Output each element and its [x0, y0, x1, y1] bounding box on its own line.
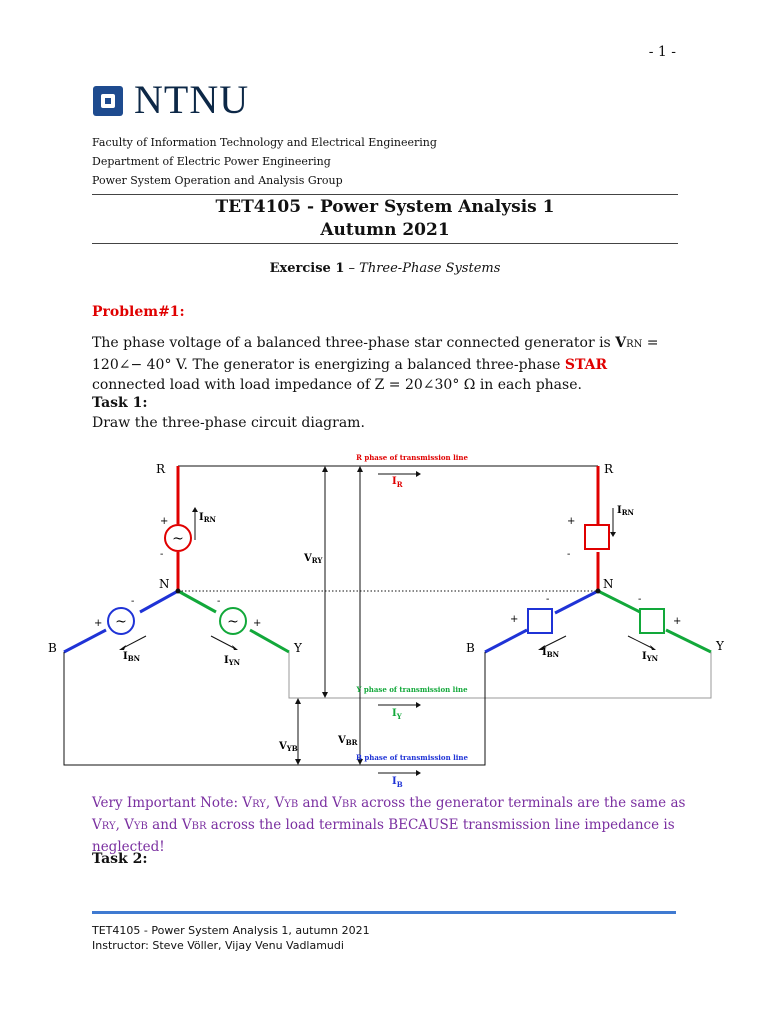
load-irn-label: $I_{RN}$ — [617, 505, 634, 517]
course-title: TET4105 - Power System Analysis 1 — [215, 197, 555, 217]
gen-node-n: N — [159, 577, 170, 591]
note-text-e: , V — [115, 817, 134, 833]
footer-rule — [92, 911, 676, 914]
load-b-plus: + — [510, 614, 519, 625]
load-node-r: R — [604, 462, 614, 476]
task1-heading: Task 1: — [92, 395, 148, 411]
load-y-impedance-icon — [640, 609, 664, 633]
problem-text-1: The phase voltage of a balanced three-phase star connected generator is — [92, 335, 616, 351]
gen-y-tilde: ~ — [227, 614, 239, 630]
note-sub-br-2: BR — [191, 821, 207, 832]
y-line-label: Y phase of transmission line — [356, 685, 468, 694]
gen-y-wire-b — [250, 630, 289, 652]
r-line-label: R phase of transmission line — [356, 453, 468, 462]
b-line — [64, 652, 485, 765]
circuit-diagram — [0, 440, 768, 790]
note-text-d: across the generator terminals are the same as V — [92, 795, 686, 833]
problem-text-2: = 120∠− 40° V. The generator is energizing a balanced three-phase — [92, 335, 659, 373]
gen-b-tilde: ~ — [115, 614, 127, 630]
note-sub-yb: YB — [284, 799, 299, 810]
department-line: Department of Electric Power Engineering — [92, 155, 331, 168]
load-b-minus: - — [546, 594, 550, 605]
ntnu-logo-text: NTNU — [134, 77, 250, 122]
gen-r-plus: + — [160, 516, 169, 527]
load-node-b: B — [466, 641, 475, 655]
gen-node-r: R — [156, 462, 166, 476]
divider-bottom — [92, 243, 678, 244]
gen-node-b: B — [48, 641, 57, 655]
gen-node-y: Y — [294, 641, 302, 655]
note-text-a: Very Important Note: V — [92, 795, 253, 811]
load-node-y: Y — [716, 639, 724, 653]
ntnu-logo-icon — [93, 86, 123, 116]
b-line-label: B phase of transmission line — [356, 753, 468, 762]
gen-ibn-arrow — [123, 636, 146, 648]
gen-b-wire-b — [64, 630, 106, 652]
ib-label: $I_B$ — [392, 776, 403, 789]
problem-text-3: connected load with load impedance of Z = 20∠30° Ω in each phase. — [92, 377, 582, 393]
load-iyn-label: $I_{YN}$ — [642, 651, 659, 663]
load-b-wire-a — [555, 591, 598, 613]
load-r-impedance-icon — [585, 525, 609, 549]
gen-r-tilde: ~ — [172, 531, 184, 547]
footer-course: TET4105 - Power System Analysis 1, autumn 2021 — [92, 924, 370, 937]
load-y-minus: - — [638, 594, 642, 605]
iy-label: $I_Y$ — [392, 708, 402, 721]
footer-instructors: Instructor: Steve Völler, Vijay Venu Vadlamudi — [92, 939, 344, 952]
note-sub-br: BR — [341, 799, 357, 810]
note-text-f: and V — [147, 817, 192, 833]
load-b-wire-b — [485, 630, 527, 652]
gen-iyn-arrow — [211, 636, 234, 648]
task1-text: Draw the three-phase circuit diagram. — [92, 415, 365, 431]
group-line: Power System Operation and Analysis Group — [92, 174, 343, 187]
vry-label: $V_{RY}$ — [304, 553, 323, 565]
load-y-wire-b — [666, 630, 711, 652]
term-title: Autumn 2021 — [320, 220, 450, 240]
load-r-plus: + — [567, 516, 576, 527]
load-b-impedance-icon — [528, 609, 552, 633]
gen-y-plus: + — [253, 618, 262, 629]
gen-y-wire-a — [178, 591, 216, 612]
important-note — [92, 793, 692, 858]
exercise-sep: – — [344, 261, 360, 276]
vyb-label: $V_{YB}$ — [279, 741, 298, 753]
page-number: - 1 - — [648, 44, 676, 60]
gen-y-minus: - — [217, 596, 221, 607]
gen-irn-label: $I_{RN}$ — [199, 512, 216, 524]
load-iyn-arrow — [628, 636, 652, 648]
note-sub-yb-2: YB — [133, 821, 148, 832]
star-keyword: STAR — [564, 357, 608, 373]
gen-r-minus: - — [160, 549, 164, 560]
note-text-g: across the load terminals BECAUSE transmission line impedance is neglected! — [92, 817, 675, 855]
exercise-heading — [92, 261, 678, 276]
gen-b-minus: - — [131, 596, 135, 607]
gen-ibn-label: $I_{BN}$ — [123, 651, 141, 663]
divider-top — [92, 194, 678, 195]
problem-statement — [92, 333, 678, 395]
faculty-line: Faculty of Information Technology and Electrical Engineering — [92, 136, 437, 149]
task2-heading: Task 2: — [92, 851, 148, 867]
vbr-label: $V_{BR}$ — [338, 735, 358, 747]
load-ibn-label: $I_{BN}$ — [542, 647, 560, 659]
note-sub-ry-2: RY — [101, 821, 116, 832]
gen-iyn-label: $I_{YN}$ — [224, 655, 241, 667]
note-text-b: , V — [265, 795, 285, 811]
exercise-topic: Three-Phase Systems — [359, 261, 501, 276]
load-r-minus: - — [567, 549, 571, 560]
voltage-subscript: RN — [626, 339, 643, 350]
problem-heading: Problem#1: — [92, 304, 185, 320]
load-y-plus: + — [673, 616, 682, 627]
gen-b-plus: + — [94, 618, 103, 629]
ir-label: $I_R$ — [392, 476, 403, 489]
exercise-label: Exercise 1 — [269, 261, 345, 276]
load-y-wire-a — [598, 591, 640, 612]
load-node-n: N — [603, 577, 614, 591]
note-sub-ry: RY — [252, 799, 266, 810]
gen-b-wire-a — [140, 591, 178, 612]
note-text-c: and V — [298, 795, 342, 811]
voltage-symbol: V — [615, 335, 627, 351]
